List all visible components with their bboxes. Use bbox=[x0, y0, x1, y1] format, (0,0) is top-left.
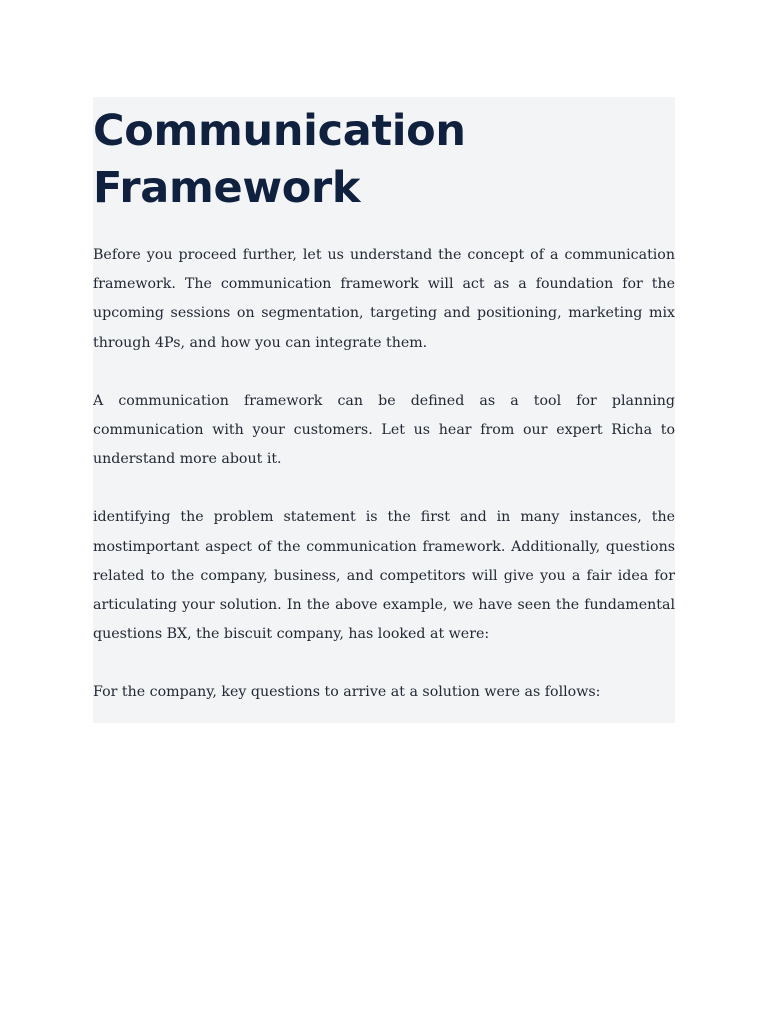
body-text bbox=[93, 241, 675, 708]
paragraph-intro: Before you proceed further, let us understand the concept of a communication framework. The communication framework will act as a foundation for the upcoming sessions on segmentation, targeting and positioning, marketing mix through 4Ps, and how you can integrate them. bbox=[93, 247, 675, 351]
page-title: Communication Framework bbox=[93, 106, 466, 213]
paragraph-key-questions: For the company, key questions to arrive at a solution were as follows: bbox=[93, 684, 601, 701]
content-block bbox=[93, 97, 675, 723]
paragraph-problem-statement: identifying the problem statement is the first and in many instances, the mostimportant aspect of the communication framework. Additionally, questions related to the company, business, and competitors will give you a fair idea for articulating your solution. In the above example, we have seen the fundamental questions BX, the biscuit company, has looked at were: bbox=[93, 509, 675, 643]
paragraph-definition: A communication framework can be defined as a tool for planning communication with your customers. Let us hear from our expert Richa to understand more about it. bbox=[93, 392, 675, 468]
